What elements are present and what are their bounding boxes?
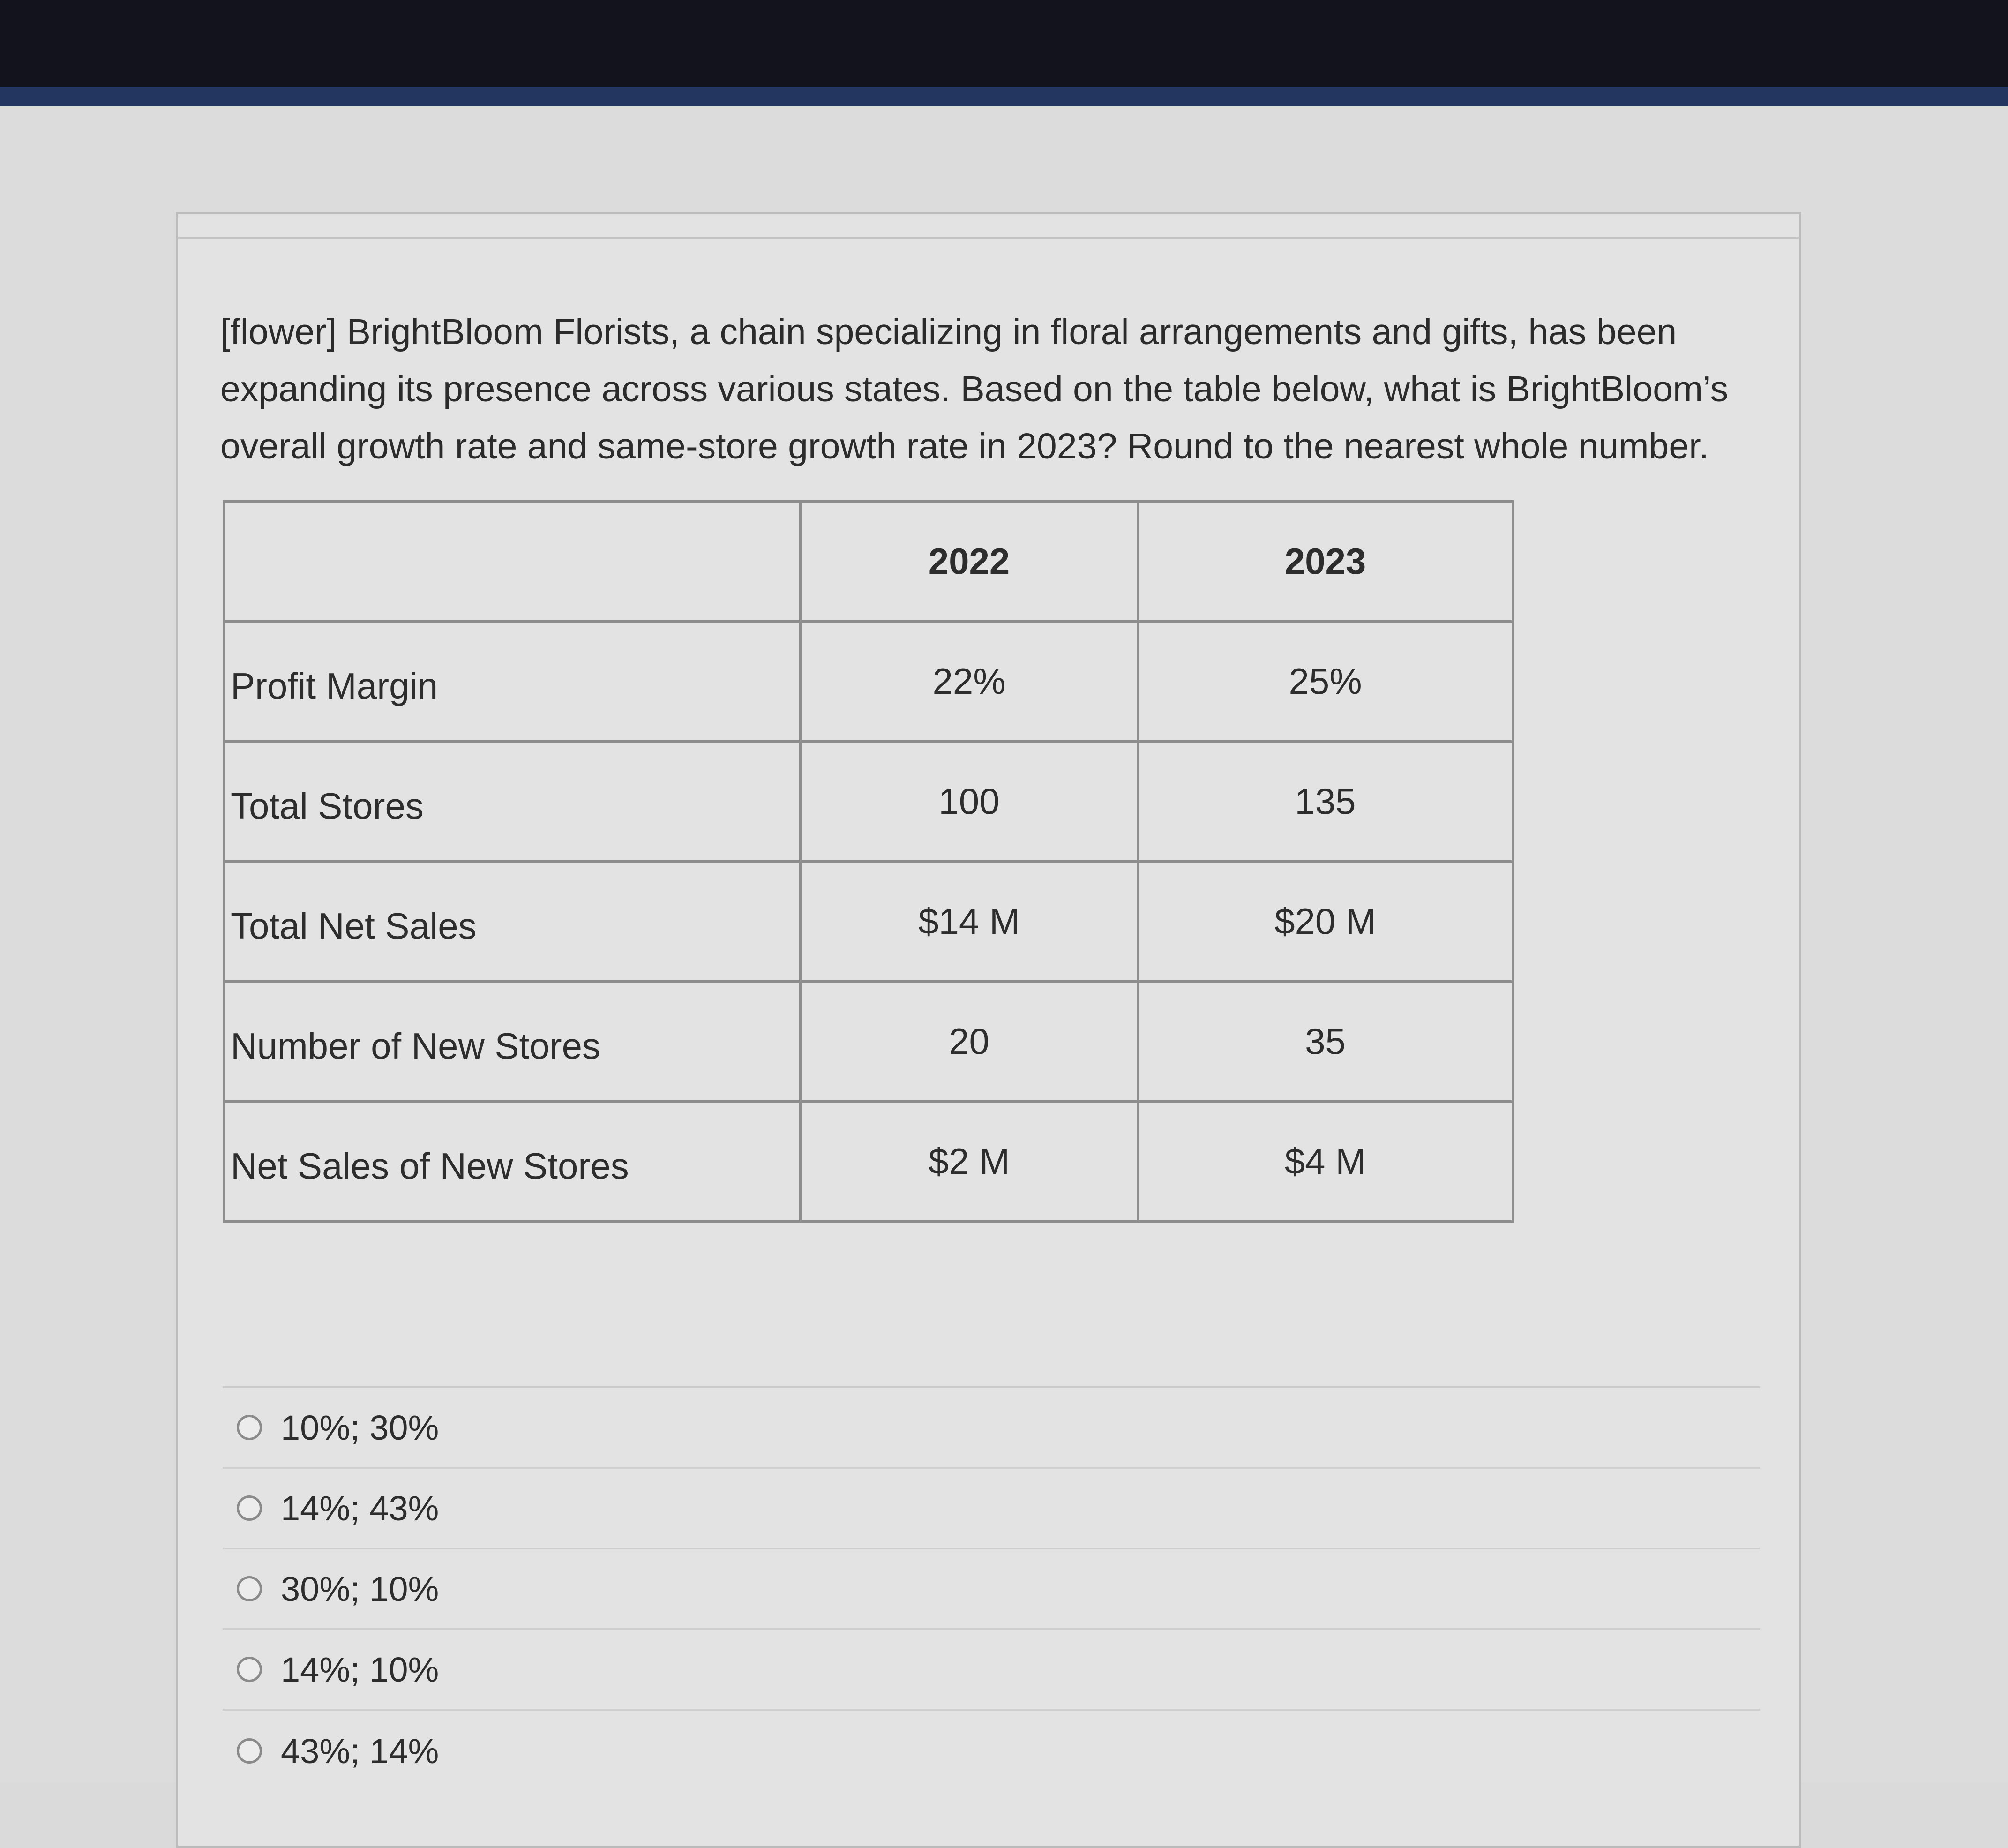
answer-option-3[interactable] bbox=[223, 1549, 1760, 1630]
cell-2023: 135 bbox=[1138, 742, 1513, 862]
cell-2023: $4 M bbox=[1138, 1102, 1513, 1222]
cell-2022: 20 bbox=[801, 982, 1138, 1102]
table-row bbox=[224, 742, 1513, 862]
table-row bbox=[224, 622, 1513, 742]
header-cell-2023: 2023 bbox=[1138, 502, 1513, 622]
screen bbox=[0, 106, 2008, 1782]
table-row bbox=[224, 862, 1513, 982]
answer-options bbox=[223, 1386, 1760, 1791]
table-row bbox=[224, 982, 1513, 1102]
card-top-rule bbox=[178, 237, 1799, 239]
cell-2022: 22% bbox=[801, 622, 1138, 742]
row-label: Total Net Sales bbox=[224, 862, 801, 982]
answer-option-4[interactable] bbox=[223, 1630, 1760, 1711]
radio-button[interactable] bbox=[237, 1576, 262, 1601]
option-label: 10%; 30% bbox=[281, 1408, 439, 1447]
top-accent-bar bbox=[0, 87, 2008, 106]
row-label: Total Stores bbox=[224, 742, 801, 862]
option-label: 14%; 43% bbox=[281, 1488, 439, 1528]
cell-2022: $2 M bbox=[801, 1102, 1138, 1222]
row-label: Number of New Stores bbox=[224, 982, 801, 1102]
option-label: 14%; 10% bbox=[281, 1650, 439, 1689]
table-row bbox=[224, 1102, 1513, 1222]
cell-2022: 100 bbox=[801, 742, 1138, 862]
data-table bbox=[223, 500, 1514, 1223]
radio-button[interactable] bbox=[237, 1415, 262, 1440]
option-label: 30%; 10% bbox=[281, 1569, 439, 1608]
cell-2023: $20 M bbox=[1138, 862, 1513, 982]
cell-2022: $14 M bbox=[801, 862, 1138, 982]
row-label: Profit Margin bbox=[224, 622, 801, 742]
question-card bbox=[176, 212, 1801, 1848]
header-cell-empty bbox=[224, 502, 801, 622]
answer-option-5[interactable] bbox=[223, 1711, 1760, 1791]
header-cell-2022: 2022 bbox=[801, 502, 1138, 622]
cell-2023: 35 bbox=[1138, 982, 1513, 1102]
question-text: [flower] BrightBloom Florists, a chain specializing in floral arrangements and gifts, has been expanding its presence across various states. Based on the table below, what is BrightBloom’s overall growth rate and same-store growth rate in 2023? Round to the nearest whole number. bbox=[220, 312, 1729, 466]
answer-option-1[interactable] bbox=[223, 1388, 1760, 1469]
table-header-row bbox=[224, 502, 1513, 622]
radio-button[interactable] bbox=[237, 1657, 262, 1682]
answer-option-2[interactable] bbox=[223, 1469, 1760, 1549]
radio-button[interactable] bbox=[237, 1495, 262, 1521]
cell-2023: 25% bbox=[1138, 622, 1513, 742]
radio-button[interactable] bbox=[237, 1738, 262, 1764]
row-label: Net Sales of New Stores bbox=[224, 1102, 801, 1222]
screen-bezel bbox=[0, 0, 2008, 87]
option-label: 43%; 14% bbox=[281, 1731, 439, 1771]
